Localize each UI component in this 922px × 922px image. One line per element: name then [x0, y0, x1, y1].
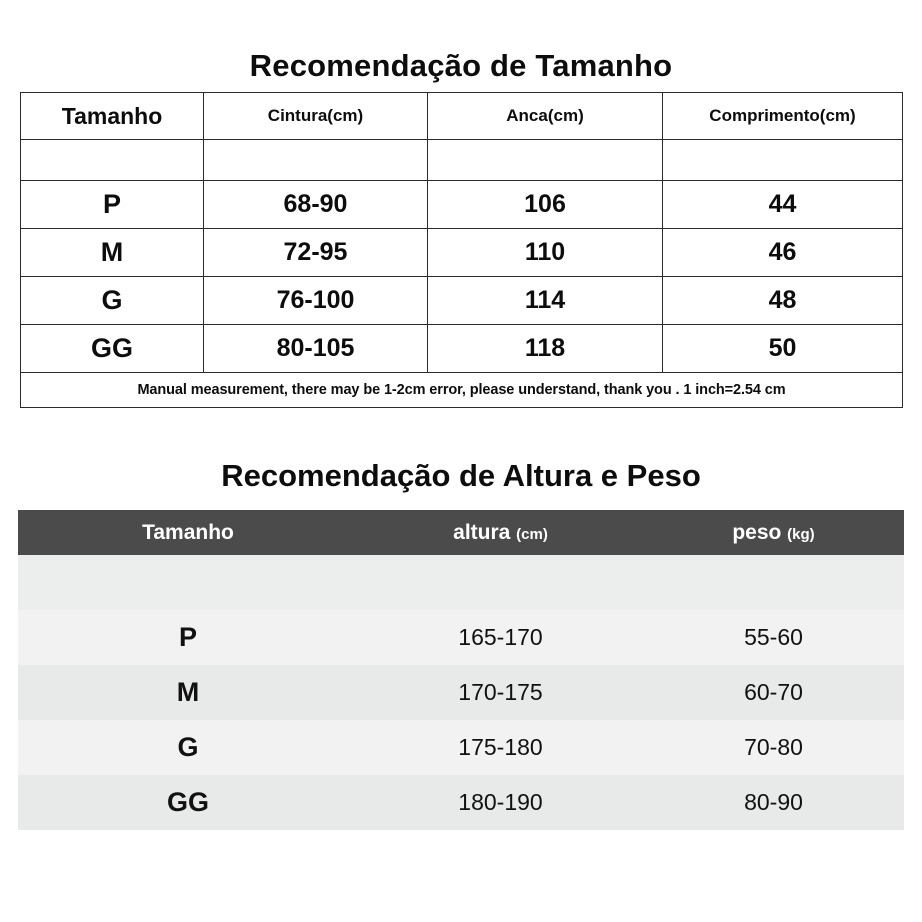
spacer-cell — [663, 140, 903, 181]
table-row — [21, 181, 903, 229]
hip-cell: 118 — [428, 325, 663, 373]
waist-cell: 76-100 — [204, 277, 428, 325]
weight-cell: 55-60 — [643, 610, 904, 665]
hw-header-tamanho: Tamanho — [18, 510, 358, 555]
length-cell: 48 — [663, 277, 903, 325]
size-cell: P — [21, 181, 204, 229]
size-recommendation-section — [0, 0, 922, 432]
table-row — [18, 775, 904, 830]
weight-cell: 60-70 — [643, 665, 904, 720]
hw-header-peso-unit: (kg) — [787, 525, 815, 543]
height-weight-section — [0, 432, 922, 922]
size-table-header-row — [21, 93, 903, 140]
size-section-title: Recomendação de Tamanho — [249, 48, 673, 83]
weight-cell: 70-80 — [643, 720, 904, 775]
size-header-comprimento: Comprimento(cm) — [663, 93, 903, 140]
height-cell: 175-180 — [358, 720, 643, 775]
hw-table-spacer-row — [18, 555, 904, 610]
size-cell: M — [21, 229, 204, 277]
hw-header-peso-label: peso — [732, 520, 782, 544]
size-table — [20, 92, 903, 408]
spacer-cell — [18, 555, 358, 610]
length-cell: 44 — [663, 181, 903, 229]
spacer-cell — [21, 140, 204, 181]
hip-cell: 114 — [428, 277, 663, 325]
waist-cell: 72-95 — [204, 229, 428, 277]
size-header-cintura: Cintura(cm) — [204, 93, 428, 140]
height-weight-section-title: Recomendação de Altura e Peso — [221, 458, 701, 493]
height-cell: 180-190 — [358, 775, 643, 830]
table-row — [21, 229, 903, 277]
table-row — [21, 277, 903, 325]
hip-cell: 106 — [428, 181, 663, 229]
length-cell: 50 — [663, 325, 903, 373]
waist-cell: 68-90 — [204, 181, 428, 229]
size-cell: P — [18, 610, 358, 665]
hw-header-altura-unit: (cm) — [516, 525, 548, 543]
measurement-note-row — [21, 373, 903, 408]
height-cell: 165-170 — [358, 610, 643, 665]
size-cell: GG — [18, 775, 358, 830]
spacer-cell — [643, 555, 904, 610]
bottom-whitespace — [0, 830, 922, 886]
table-row — [21, 325, 903, 373]
height-weight-table — [18, 510, 904, 830]
size-cell: M — [18, 665, 358, 720]
height-weight-header-row — [18, 510, 904, 555]
size-table-spacer-row — [21, 140, 903, 181]
hip-cell: 110 — [428, 229, 663, 277]
size-cell: G — [18, 720, 358, 775]
length-cell: 46 — [663, 229, 903, 277]
measurement-note: Manual measurement, there may be 1-2cm error, please understand, thank you . 1 inch=2.54 cm — [21, 373, 903, 408]
hw-header-altura — [358, 510, 643, 555]
height-cell: 170-175 — [358, 665, 643, 720]
weight-cell: 80-90 — [643, 775, 904, 830]
table-row — [18, 720, 904, 775]
hw-header-altura-label: altura — [453, 520, 511, 544]
spacer-cell — [358, 555, 643, 610]
size-cell: G — [21, 277, 204, 325]
waist-cell: 80-105 — [204, 325, 428, 373]
spacer-cell — [204, 140, 428, 181]
hw-header-peso — [643, 510, 904, 555]
size-header-tamanho: Tamanho — [21, 93, 204, 140]
table-row — [18, 610, 904, 665]
spacer-cell — [428, 140, 663, 181]
table-row — [18, 665, 904, 720]
size-header-anca: Anca(cm) — [428, 93, 663, 140]
size-cell: GG — [21, 325, 204, 373]
